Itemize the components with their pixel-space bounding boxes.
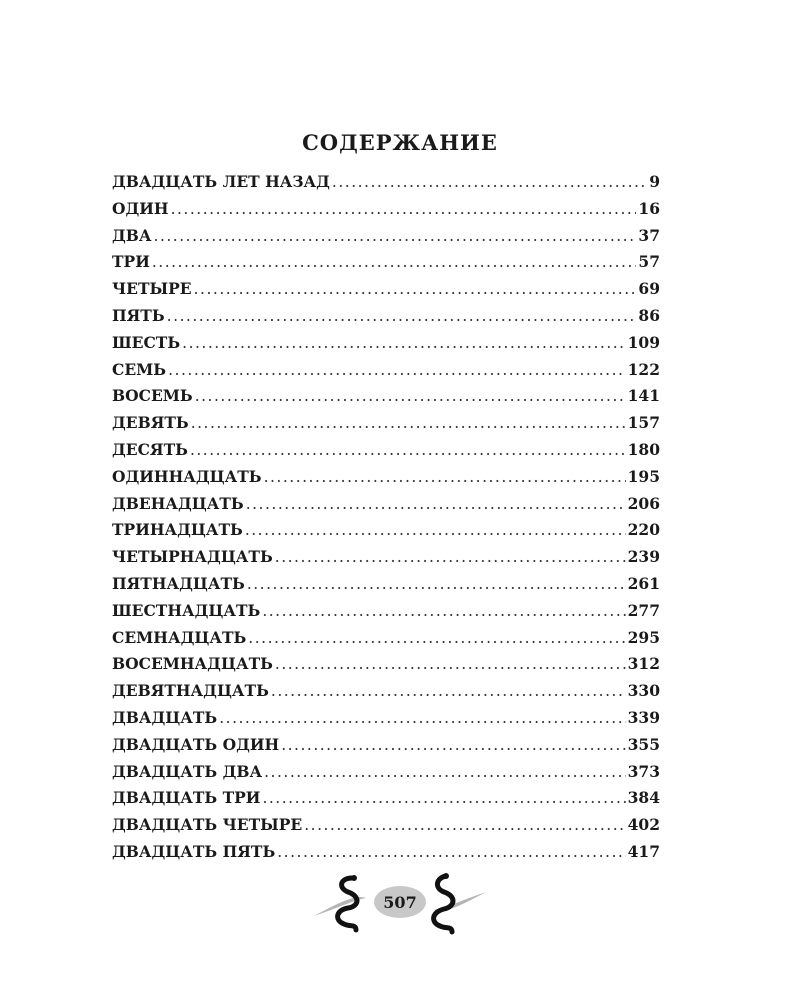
toc-entry-page: 339 (627, 707, 660, 727)
toc-entry-page: 277 (627, 600, 660, 620)
toc-entry (112, 574, 660, 601)
toc-entry-title: ДВАДЦАТЬ ЧЕТЫРЕ (112, 815, 303, 835)
toc-entry (112, 252, 660, 279)
toc-entry-title: ДЕВЯТНАДЦАТЬ (112, 681, 269, 701)
table-of-contents (112, 172, 660, 869)
toc-entry-page: 384 (627, 788, 660, 808)
toc-leader-dots (154, 227, 637, 245)
toc-entry-page: 239 (627, 547, 660, 567)
toc-entry-page: 312 (627, 654, 660, 674)
toc-entry-title: ОДИН (112, 198, 169, 218)
toc-entry-title: ТРИНАДЦАТЬ (112, 520, 243, 540)
toc-entry-title: СЕМНАДЦАТЬ (112, 627, 247, 647)
toc-entry-title: ДВЕНАДЦАТЬ (112, 493, 244, 513)
toc-leader-dots (264, 468, 626, 486)
toc-entry-title: ВОСЕМНАДЦАТЬ (112, 654, 273, 674)
toc-entry (112, 708, 660, 735)
toc-entry (112, 333, 660, 360)
toc-leader-dots (190, 441, 626, 459)
toc-leader-dots (275, 548, 626, 566)
toc-entry-page: 69 (638, 279, 660, 299)
toc-leader-dots (332, 173, 647, 191)
toc-entry-page: 37 (638, 225, 660, 245)
toc-entry-page: 157 (627, 413, 660, 433)
toc-leader-dots (194, 280, 637, 298)
toc-entry (112, 440, 660, 467)
toc-entry-page: 220 (627, 520, 660, 540)
toc-entry (112, 735, 660, 762)
toc-leader-dots (264, 763, 626, 781)
toc-entry-title: ЧЕТЫРЕ (112, 279, 192, 299)
page-title: СОДЕРЖАНИЕ (302, 130, 498, 156)
toc-entry-title: ЧЕТЫРНАДЦАТЬ (112, 547, 273, 567)
toc-leader-dots (195, 387, 626, 405)
toc-entry (112, 172, 660, 199)
toc-leader-dots (304, 816, 625, 834)
toc-leader-dots (191, 414, 626, 432)
toc-entry (112, 279, 660, 306)
toc-entry-page: 57 (638, 252, 660, 272)
toc-leader-dots (171, 200, 637, 218)
toc-entry-page: 402 (627, 815, 660, 835)
toc-entry (112, 628, 660, 655)
toc-leader-dots (277, 843, 625, 861)
toc-leader-dots (245, 521, 626, 539)
toc-entry-page: 180 (627, 439, 660, 459)
toc-entry-title: ДВА (112, 225, 152, 245)
toc-entry-title: ШЕСТЬ (112, 332, 181, 352)
toc-entry (112, 306, 660, 333)
toc-entry (112, 681, 660, 708)
toc-leader-dots (247, 575, 626, 593)
toc-entry-title: ПЯТНАДЦАТЬ (112, 573, 245, 593)
toc-entry-title: ПЯТЬ (112, 305, 165, 325)
toc-entry-title: ДВАДЦАТЬ (112, 707, 218, 727)
toc-entry-title: ТРИ (112, 252, 150, 272)
toc-entry-page: 122 (627, 359, 660, 379)
page-number: 507 (383, 893, 417, 912)
toc-entry-title: СЕМЬ (112, 359, 167, 379)
toc-entry-title: ДЕВЯТЬ (112, 413, 189, 433)
toc-entry-page: 109 (627, 332, 660, 352)
toc-entry-title: ВОСЕМЬ (112, 386, 193, 406)
toc-entry-page: 355 (627, 734, 660, 754)
toc-entry-page: 373 (627, 761, 660, 781)
toc-entry (112, 386, 660, 413)
toc-entry-page: 86 (638, 305, 660, 325)
toc-entry-page: 295 (627, 627, 660, 647)
toc-entry (112, 467, 660, 494)
toc-entry (112, 654, 660, 681)
toc-leader-dots (246, 495, 626, 513)
toc-entry (112, 601, 660, 628)
toc-entry-title: ДВАДЦАТЬ ПЯТЬ (112, 841, 276, 861)
toc-entry (112, 413, 660, 440)
toc-entry-page: 9 (649, 172, 660, 191)
toc-leader-dots (182, 334, 626, 352)
toc-leader-dots (262, 602, 625, 620)
toc-leader-dots (168, 361, 626, 379)
toc-leader-dots (262, 789, 625, 807)
toc-entry (112, 494, 660, 521)
toc-entry-page: 261 (627, 573, 660, 593)
toc-entry-title: ДВАДЦАТЬ ТРИ (112, 788, 261, 808)
toc-entry-page: 330 (627, 681, 660, 701)
toc-leader-dots (167, 307, 637, 325)
toc-entry-title: ДЕСЯТЬ (112, 439, 188, 459)
toc-entry-title: ДВАДЦАТЬ ДВА (112, 761, 263, 781)
toc-entry-title: ШЕСТНАДЦАТЬ (112, 600, 261, 620)
toc-entry (112, 199, 660, 226)
toc-entry-title: ДВАДЦАТЬ ЛЕТ НАЗАД (112, 172, 330, 191)
toc-entry-page: 141 (627, 386, 660, 406)
toc-entry (112, 226, 660, 253)
toc-entry-page: 206 (627, 493, 660, 513)
toc-entry (112, 788, 660, 815)
toc-leader-dots (248, 629, 625, 647)
toc-entry (112, 360, 660, 387)
toc-entry (112, 547, 660, 574)
toc-entry-page: 16 (638, 198, 660, 218)
toc-entry-title: ОДИННАДЦАТЬ (112, 466, 262, 486)
toc-leader-dots (152, 253, 637, 271)
toc-entry-title: ДВАДЦАТЬ ОДИН (112, 734, 280, 754)
toc-leader-dots (271, 682, 626, 700)
toc-entry (112, 842, 660, 869)
toc-entry (112, 762, 660, 789)
toc-leader-dots (281, 736, 625, 754)
toc-entry-page: 417 (627, 841, 660, 861)
toc-entry-page: 195 (627, 466, 660, 486)
toc-leader-dots (219, 709, 625, 727)
toc-entry (112, 520, 660, 547)
toc-entry (112, 815, 660, 842)
toc-leader-dots (275, 655, 626, 673)
page-folio (310, 872, 490, 936)
